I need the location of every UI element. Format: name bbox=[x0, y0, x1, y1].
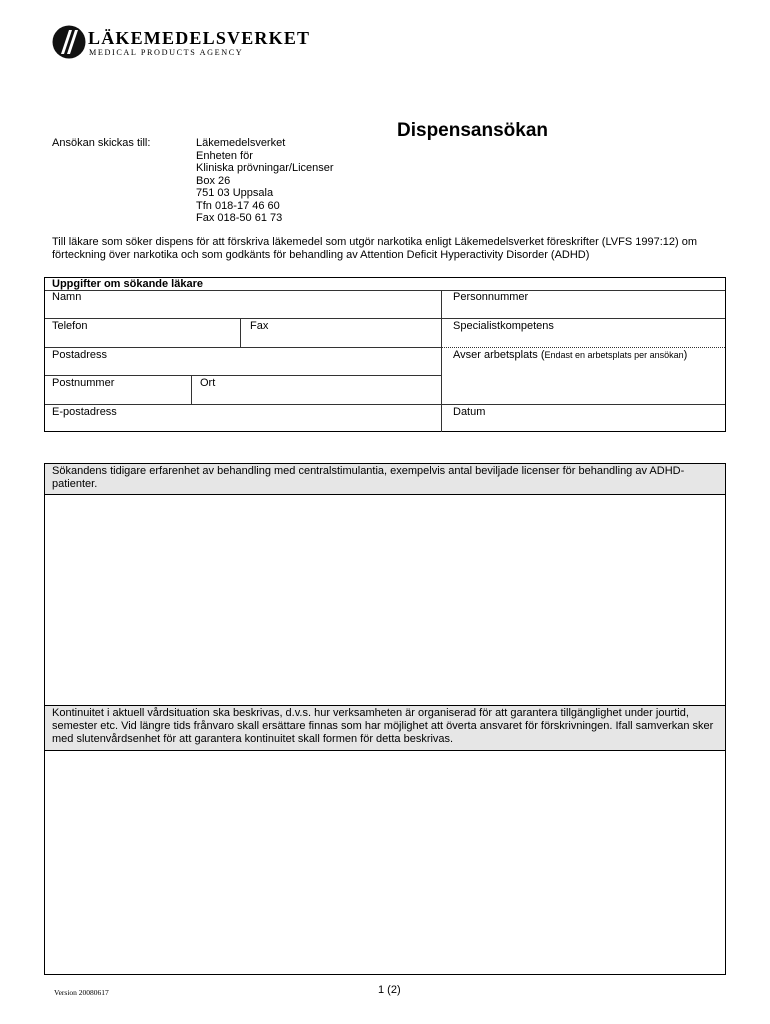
phone-field[interactable]: Telefon bbox=[52, 320, 88, 332]
applicant-details-table bbox=[44, 277, 726, 432]
divider bbox=[45, 318, 725, 319]
experience-section bbox=[44, 463, 726, 706]
name-field[interactable]: Namn bbox=[52, 291, 82, 303]
continuity-section bbox=[44, 705, 726, 975]
workplace-label: Avser arbetsplats ( bbox=[453, 349, 545, 361]
address-line: Kliniska prövningar/Licenser bbox=[196, 162, 334, 174]
workplace-close: ) bbox=[683, 349, 688, 361]
workplace-field[interactable] bbox=[453, 349, 687, 361]
postal-code-field[interactable]: Postnummer bbox=[52, 377, 115, 389]
address-line: Tfn 018-17 46 60 bbox=[196, 199, 280, 212]
fax-field[interactable]: Fax bbox=[250, 320, 269, 332]
document-title: Dispensansökan bbox=[397, 120, 548, 141]
postal-address-field[interactable]: Postadress bbox=[52, 349, 108, 361]
agency-subtitle: MEDICAL PRODUCTS AGENCY bbox=[89, 48, 244, 57]
recipient-address bbox=[196, 137, 334, 225]
address-line: Enheten för bbox=[196, 149, 253, 162]
address-line: Fax 018-50 61 73 bbox=[196, 212, 283, 224]
personal-number-field[interactable]: Personnummer bbox=[453, 291, 529, 303]
intro-text: Till läkare som söker dispens för att förskriva läkemedel som utgör narkotika enligt Läkemedelsverket föreskrifter (LVFS 1997:12) om förteckning över narkotika och som godkänts för behandling av Attention Deficit Hyperactivity Disorder (ADHD) bbox=[52, 236, 697, 262]
version-label: Version 20080617 bbox=[54, 988, 109, 997]
address-line: 751 03 Uppsala bbox=[196, 187, 274, 199]
experience-prompt: Sökandens tidigare erfarenhet av behandling med centralstimulantia, exempelvis antal beviljade licenser för behandling av ADHD-patienter. bbox=[45, 464, 725, 495]
send-to-label: Ansökan skickas till: bbox=[52, 137, 151, 149]
agency-name: LÄKEMEDELSVERKET bbox=[88, 28, 311, 48]
divider bbox=[441, 290, 442, 432]
continuity-prompt: Kontinuitet i aktuell vårdsituation ska beskrivas, d.v.s. hur verksamheten är organiserad för att garantera tillgänglighet under jourtid, semester etc. Vid längre tids frånvaro skall ersättare finnas som har möjlighet att överta ansvaret för förskrivningen. Ifall samverkan sker med slutenvårdsenhet för att garantera kontinuitet skall formen för detta beskrivas. bbox=[45, 706, 725, 751]
divider bbox=[45, 375, 441, 376]
divider bbox=[240, 318, 241, 347]
specialist-field[interactable]: Specialistkompetens bbox=[453, 320, 554, 332]
email-field[interactable]: E-postadress bbox=[52, 406, 117, 418]
divider bbox=[45, 404, 725, 405]
address-line: Läkemedelsverket bbox=[196, 137, 286, 149]
continuity-textarea[interactable] bbox=[45, 748, 725, 974]
divider bbox=[45, 347, 441, 348]
date-field[interactable]: Datum bbox=[453, 406, 486, 418]
agency-logo-icon bbox=[52, 25, 86, 59]
experience-textarea[interactable] bbox=[45, 492, 725, 705]
divider bbox=[441, 347, 725, 348]
page-number: 1 (2) bbox=[378, 984, 401, 996]
workplace-note: Endast en arbetsplats per ansökan bbox=[544, 350, 684, 360]
divider bbox=[191, 375, 192, 404]
address-line: Box 26 bbox=[196, 174, 231, 187]
divider bbox=[45, 290, 725, 291]
city-field[interactable]: Ort bbox=[200, 377, 216, 389]
applicant-section-title: Uppgifter om sökande läkare bbox=[52, 278, 203, 290]
